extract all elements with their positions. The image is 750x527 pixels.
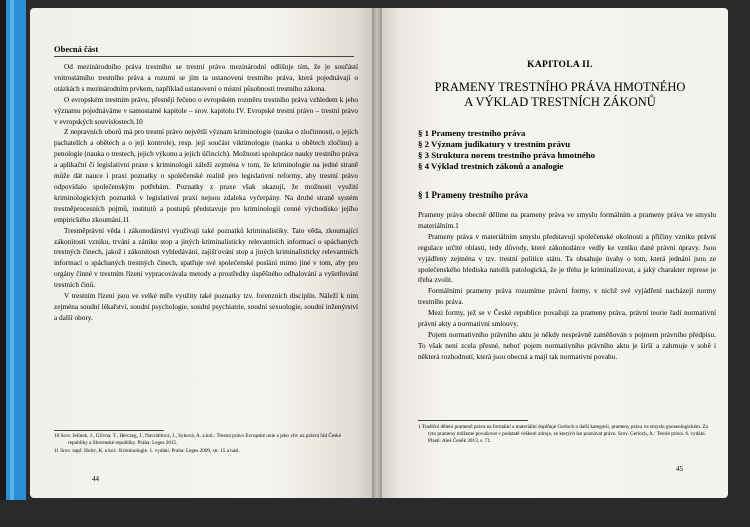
chapter-title-line: PRAMENY TRESTNÍHO PRÁVA HMOTNÉHO: [434, 80, 686, 94]
toc-item: § 2 Význam judikatury v trestním právu: [418, 139, 571, 149]
running-head: Obecná část: [54, 44, 354, 57]
paragraph: Formálními prameny práva rozumíme právní formy, v nichž své vyjádření nacházejí normy trestního práva.: [418, 286, 716, 307]
footnote: 10 Srov. Jelínek, J., Gřivna, T., Herczeg, J., Navrátilová, J., Syková, A. a kol.: Trestní právo Evropské unie a jeho vliv na právní řád České republiky a Slovenské republiky. Praha: Leges 2015.: [54, 433, 342, 446]
right-footnotes: [418, 424, 716, 445]
paragraph: V trestním řízení jsou ve velké míře využity také poznatky tzv. forenzních disciplín. Náleží k nim zejména soudní lékařství, soudní psychologie, soudní psychiatrie, soudní sexuologie, soudní inženýrství a další obory.: [54, 292, 358, 322]
paragraph: Prameny práva obecně dělíme na prameny práva ve smyslu formálním a prameny práva ve smyslu materiálním.1: [418, 210, 716, 230]
blue-bookmark-tab: [6, 0, 26, 527]
right-body-text: [418, 210, 716, 363]
chapter-title: [410, 80, 710, 110]
footnote-rule: [54, 430, 164, 431]
paragraph: Trestněprávní věda i zákonodárství využívají také poznatků kriminalistiky. Tato věda, zkoumající zákonitosti vzniku, trvání a zániku stop a jiných kriminalisticky relevantních informací o spáchaných trestných činech, jakož i zákonitosti vyhledávání, zajišťování stop a jiných kriminalisticky relevantních informací o spáchaných trestných činech, spatřuje své společenské poslání mimo jiné v tom, aby pro orgány činné v trestním řízení vypracovávala metody a prostředky úspěšného odhalování a vyšetřování trestních činů.: [54, 226, 358, 290]
paragraph: Z nepravních oborů má pro trestní právo největší význam kriminologie (nauka o zločinnosti, o jejích pachatelích a obětech a o její kontrole), resp. její součást viktimologie (nauka o obětech zločinu) a penologie (nauka o trestech, jejich výkonu a jejich účincích). Možnosti spolupráce nauky trestního práva a aplikační či legislativní praxe s kriminologií záleží zejména v tom, že kriminologie na jedné straně může dát nauce i praxi poznatky o společenské realitě pro legislativní reformy, aby trestní právo odpovídalo společenským potřebám. Poznatky z praxe však ukazují, že možnosti využití kriminologických poznatků v legislativní praxi nejsou zdaleka vyčerpány. Na druhé straně systém trestněprocesních pojmů, institutů a postupů představuje pro kriminologii cenné východisko jejího empirického zkoumání.11: [54, 128, 358, 224]
chapter-label: KAPITOLA II.: [527, 60, 593, 70]
footnote: 1 Tradiční dělení pramenů práva na formální a materiální doplňuje Gerloch o další kategorii, prameny práva ve smyslu gnoseologickém. Za tyto prameny můžeme považovat v podstatě veškeré zdroje, ze kterých lze poznávat právo. Srov. Gerloch, A.: Teorie práva. 6. vydání. Plzeň: Aleš Čeněk 2013, s. 71.: [418, 424, 708, 444]
paragraph: Pojem normativního právního aktu je někdy nesprávně zaměňován s pojmem právního předpisu. To však není zcela přesné, neboť pojem normativního právního aktu je širší a zahrnuje v sobě i některá rozhodnutí, která jsou obecná a mají tak normativní povahu.: [418, 329, 716, 361]
page-number: 45: [676, 465, 683, 473]
toc-item: § 3 Struktura norem trestního práva hmotného: [418, 150, 596, 160]
chapter-contents: [418, 128, 708, 172]
paragraph: Prameny práva v materiálním smyslu představují společenské okolnosti a příčiny vzniku právní regulace určité oblasti, tedy důvody, které zákonodárce vedly ke vzniku dané právní úpravy. Jsou vyjádřeny zejména v tzv. trestní politice státu. Ta obsahuje úvahy o tom, která jednání jsou ze společenského hlediska natolik patologická, že je třeba je kriminalizovat, a jaký charakter represe je třeba zvolit.: [418, 231, 716, 285]
chapter-title-line: A VÝKLAD TRESTNÍCH ZÁKONŮ: [464, 95, 656, 109]
paragraph: O evropském trestním právu, přesněji řečeno o evropském rozměru trestního práva vzhledem k jeho významu pojednáváme v samostatné kapitole – srov. kapitolu IV. Evropské trestní právo – trestní právo v evropských souvislostech.10: [54, 95, 358, 126]
section-heading: § 1 Prameny trestního práva: [418, 190, 528, 200]
toc-item: § 1 Prameny trestního práva: [418, 128, 526, 138]
footnote-rule: [418, 420, 528, 421]
book-gutter: [372, 8, 382, 498]
footnote: 11 Srov. např. Holcr, K. a kol.: Kriminologie. 1. vydání. Praha: Leges 2009, str. 15 a násl.: [54, 448, 240, 454]
paragraph: Od mezinárodního práva trestního se trestní právo mezinárodní odlišuje tím, že je součástí vnitrostátního trestního práva a rozumí se jím ta ustanovení trestního práva, která pojednávají o otázkách s mezinárodním prvkem, například ustanovení o místní působnosti trestního zákona.: [54, 63, 358, 93]
page-number: 44: [92, 475, 99, 483]
left-footnotes: [54, 433, 358, 456]
left-body-text: [54, 62, 358, 324]
toc-item: § 4 Výklad trestních zákonů a analogie: [418, 161, 564, 171]
paragraph: Mezi formy, jež se v České republice považují za prameny práva, právní teorie řadí normativní právní akty a normativní smlouvy.: [418, 308, 716, 329]
book-bottom-edge: [0, 500, 750, 527]
